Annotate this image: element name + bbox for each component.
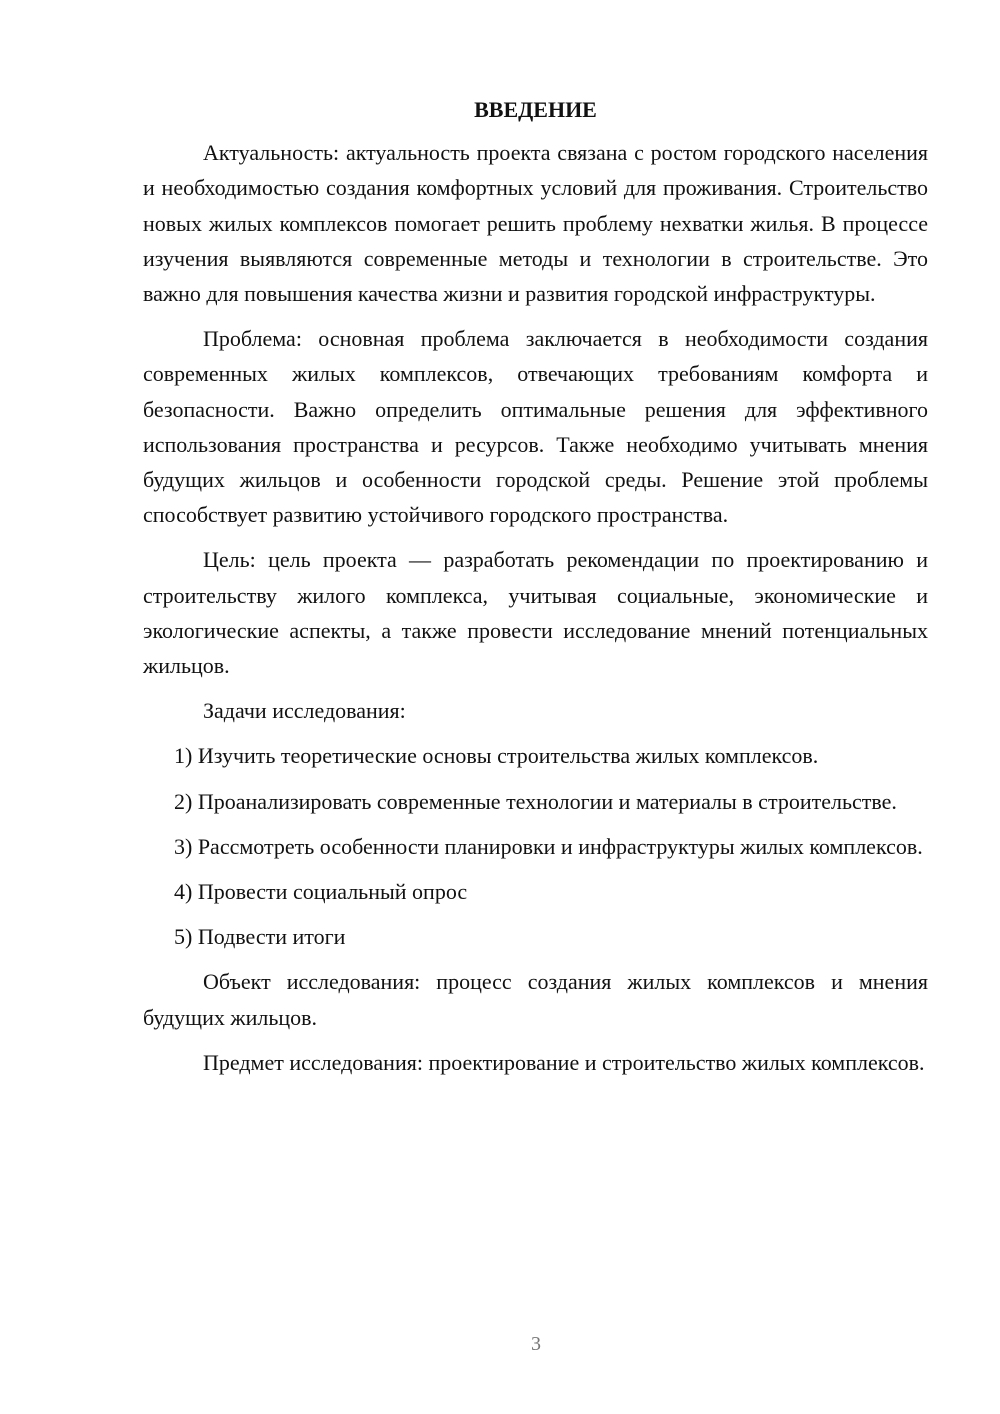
problem-paragraph: Проблема: основная проблема заключается в необходимости создания современных жилых комплексов, отвечающих требованиям комфорта и безопасности. Важно определить оптимальные решения для эффективного использования пространства и ресурсов. Также необходимо учитывать мнения будущих жильцов и особенности городской среды. Решение этой проблемы способствует развитию устойчивого городского пространства.: [143, 326, 928, 528]
relevance-paragraph: Актуальность: актуальность проекта связана с ростом городского населения и необходимостью создания комфортных условий для проживания. Строительство новых жилых комплексов помогает решить проблему нехватки жилья. В процессе изучения выявляются современные методы и технологии в строительстве. Это важно для повышения качества жизни и развития городской инфраструктуры.: [143, 140, 928, 307]
object-paragraph: Объект исследования: процесс создания жилых комплексов и мнения будущих жильцов.: [143, 969, 928, 1030]
page-content: [143, 92, 928, 1090]
goal-paragraph: Цель: цель проекта — разработать рекомендации по проектированию и строительству жилого комплекса, учитывая социальные, экономические и экологические аспекты, а также провести исследование мнений потенциальных жильцов.: [143, 547, 928, 679]
task-item-2: 2) Проанализировать современные технологии и материалы в строительстве.: [174, 788, 897, 814]
task-item-4: 4) Провести социальный опрос: [174, 879, 468, 905]
subject-paragraph: Предмет исследования: проектирование и строительство жилых комплексов.: [203, 1049, 925, 1075]
page-number: 3: [531, 1333, 541, 1355]
page-title: ВВЕДЕНИЕ: [474, 97, 597, 122]
tasks-heading: Задачи исследования:: [203, 698, 406, 724]
task-item-1: 1) Изучить теоретические основы строительства жилых комплексов.: [174, 743, 819, 769]
task-item-3: 3) Рассмотреть особенности планировки и инфраструктуры жилых комплексов.: [174, 833, 923, 859]
task-item-5: 5) Подвести итоги: [174, 924, 346, 950]
